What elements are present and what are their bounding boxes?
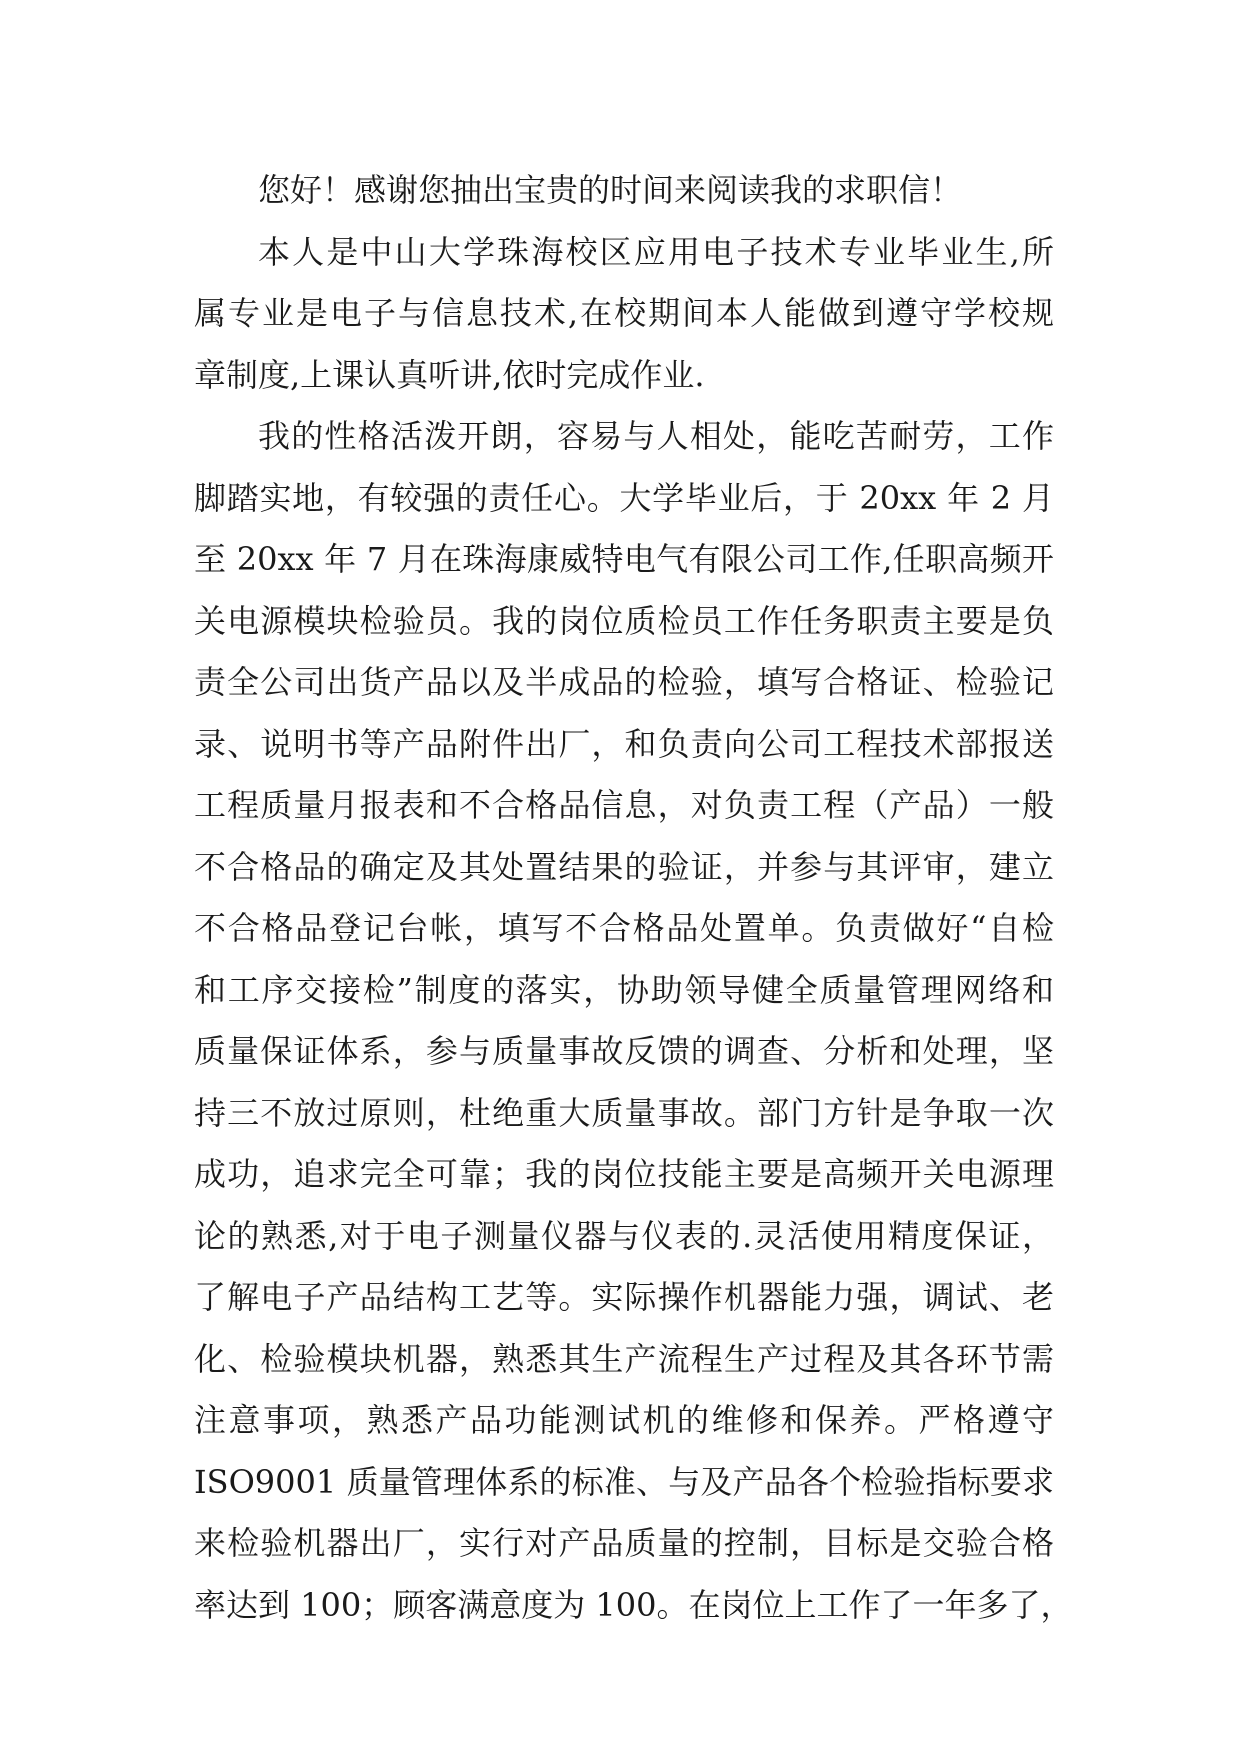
paragraph-line: 质量保证体系，参与质量事故反馈的调查、分析和处理，坚 bbox=[194, 1032, 1054, 1070]
paragraph-line: 率达到 100；顾客满意度为 100。在岗位上工作了一年多了， bbox=[194, 1585, 1073, 1624]
paragraph-line: 本人是中山大学珠海校区应用电子技术专业毕业生,所 bbox=[258, 232, 1054, 271]
paragraph-line: 和工序交接检”制度的落实，协助领导健全质量管理网络和 bbox=[194, 970, 1054, 1009]
paragraph-line: 章制度,上课认真听讲,依时完成作业. bbox=[194, 355, 705, 394]
paragraph-line: 不合格品登记台帐，填写不合格品处置单。负责做好“自检 bbox=[194, 909, 1054, 947]
paragraph-line: 脚踏实地，有较强的责任心。大学毕业后，于 20xx 年 2 月 bbox=[194, 478, 1054, 517]
letter-body bbox=[194, 160, 1073, 1698]
paragraph-line: 录、说明书等产品附件出厂，和负责向公司工程技术部报送 bbox=[194, 724, 1054, 763]
paragraph-line: 论的熟悉,对于电子测量仪器与仪表的.灵活使用精度保证， bbox=[194, 1216, 1054, 1255]
paragraph-line: 持三不放过原则，杜绝重大质量事故。部门方针是争取一次 bbox=[194, 1093, 1054, 1132]
paragraph-line: 了解电子产品结构工艺等。实际操作机器能力强，调试、老 bbox=[194, 1278, 1054, 1316]
paragraph-line: 工程质量月报表和不合格品信息，对负责工程（产品）一般 bbox=[194, 786, 1054, 824]
paragraph-line: 至 20xx 年 7 月在珠海康威特电气有限公司工作,任职高频开 bbox=[194, 540, 1054, 578]
paragraph-line bbox=[194, 1636, 1054, 1698]
paragraph-line: 成功，追求完全可靠；我的岗位技能主要是高频开关电源理 bbox=[194, 1155, 1054, 1193]
paragraph-line: ISO9001 质量管理体系的标准、与及产品各个检验指标要求 bbox=[194, 1462, 1054, 1501]
paragraph-line: 关电源模块检验员。我的岗位质检员工作任务职责主要是负 bbox=[194, 601, 1054, 640]
paragraph-line: 不合格品的确定及其处置结果的验证，并参与其评审，建立 bbox=[194, 847, 1054, 886]
paragraph-line: 我的性格活泼开朗，容易与人相处，能吃苦耐劳，工作 bbox=[258, 417, 1054, 455]
paragraph-line: 属专业是电子与信息技术,在校期间本人能做到遵守学校规 bbox=[194, 294, 1054, 332]
paragraph-line: 责全公司出货产品以及半成品的检验，填写合格证、检验记 bbox=[194, 663, 1054, 701]
paragraph-line: 注意事项，熟悉产品功能测试机的维修和保养。严格遵守 bbox=[194, 1401, 1054, 1439]
paragraph-line: 化、检验模块机器，熟悉其生产流程生产过程及其各环节需 bbox=[194, 1339, 1054, 1378]
greeting-line: 您好！感谢您抽出宝贵的时间来阅读我的求职信！ bbox=[258, 171, 963, 209]
paragraph-line: 来检验机器出厂，实行对产品质量的控制，目标是交验合格 bbox=[194, 1524, 1054, 1562]
